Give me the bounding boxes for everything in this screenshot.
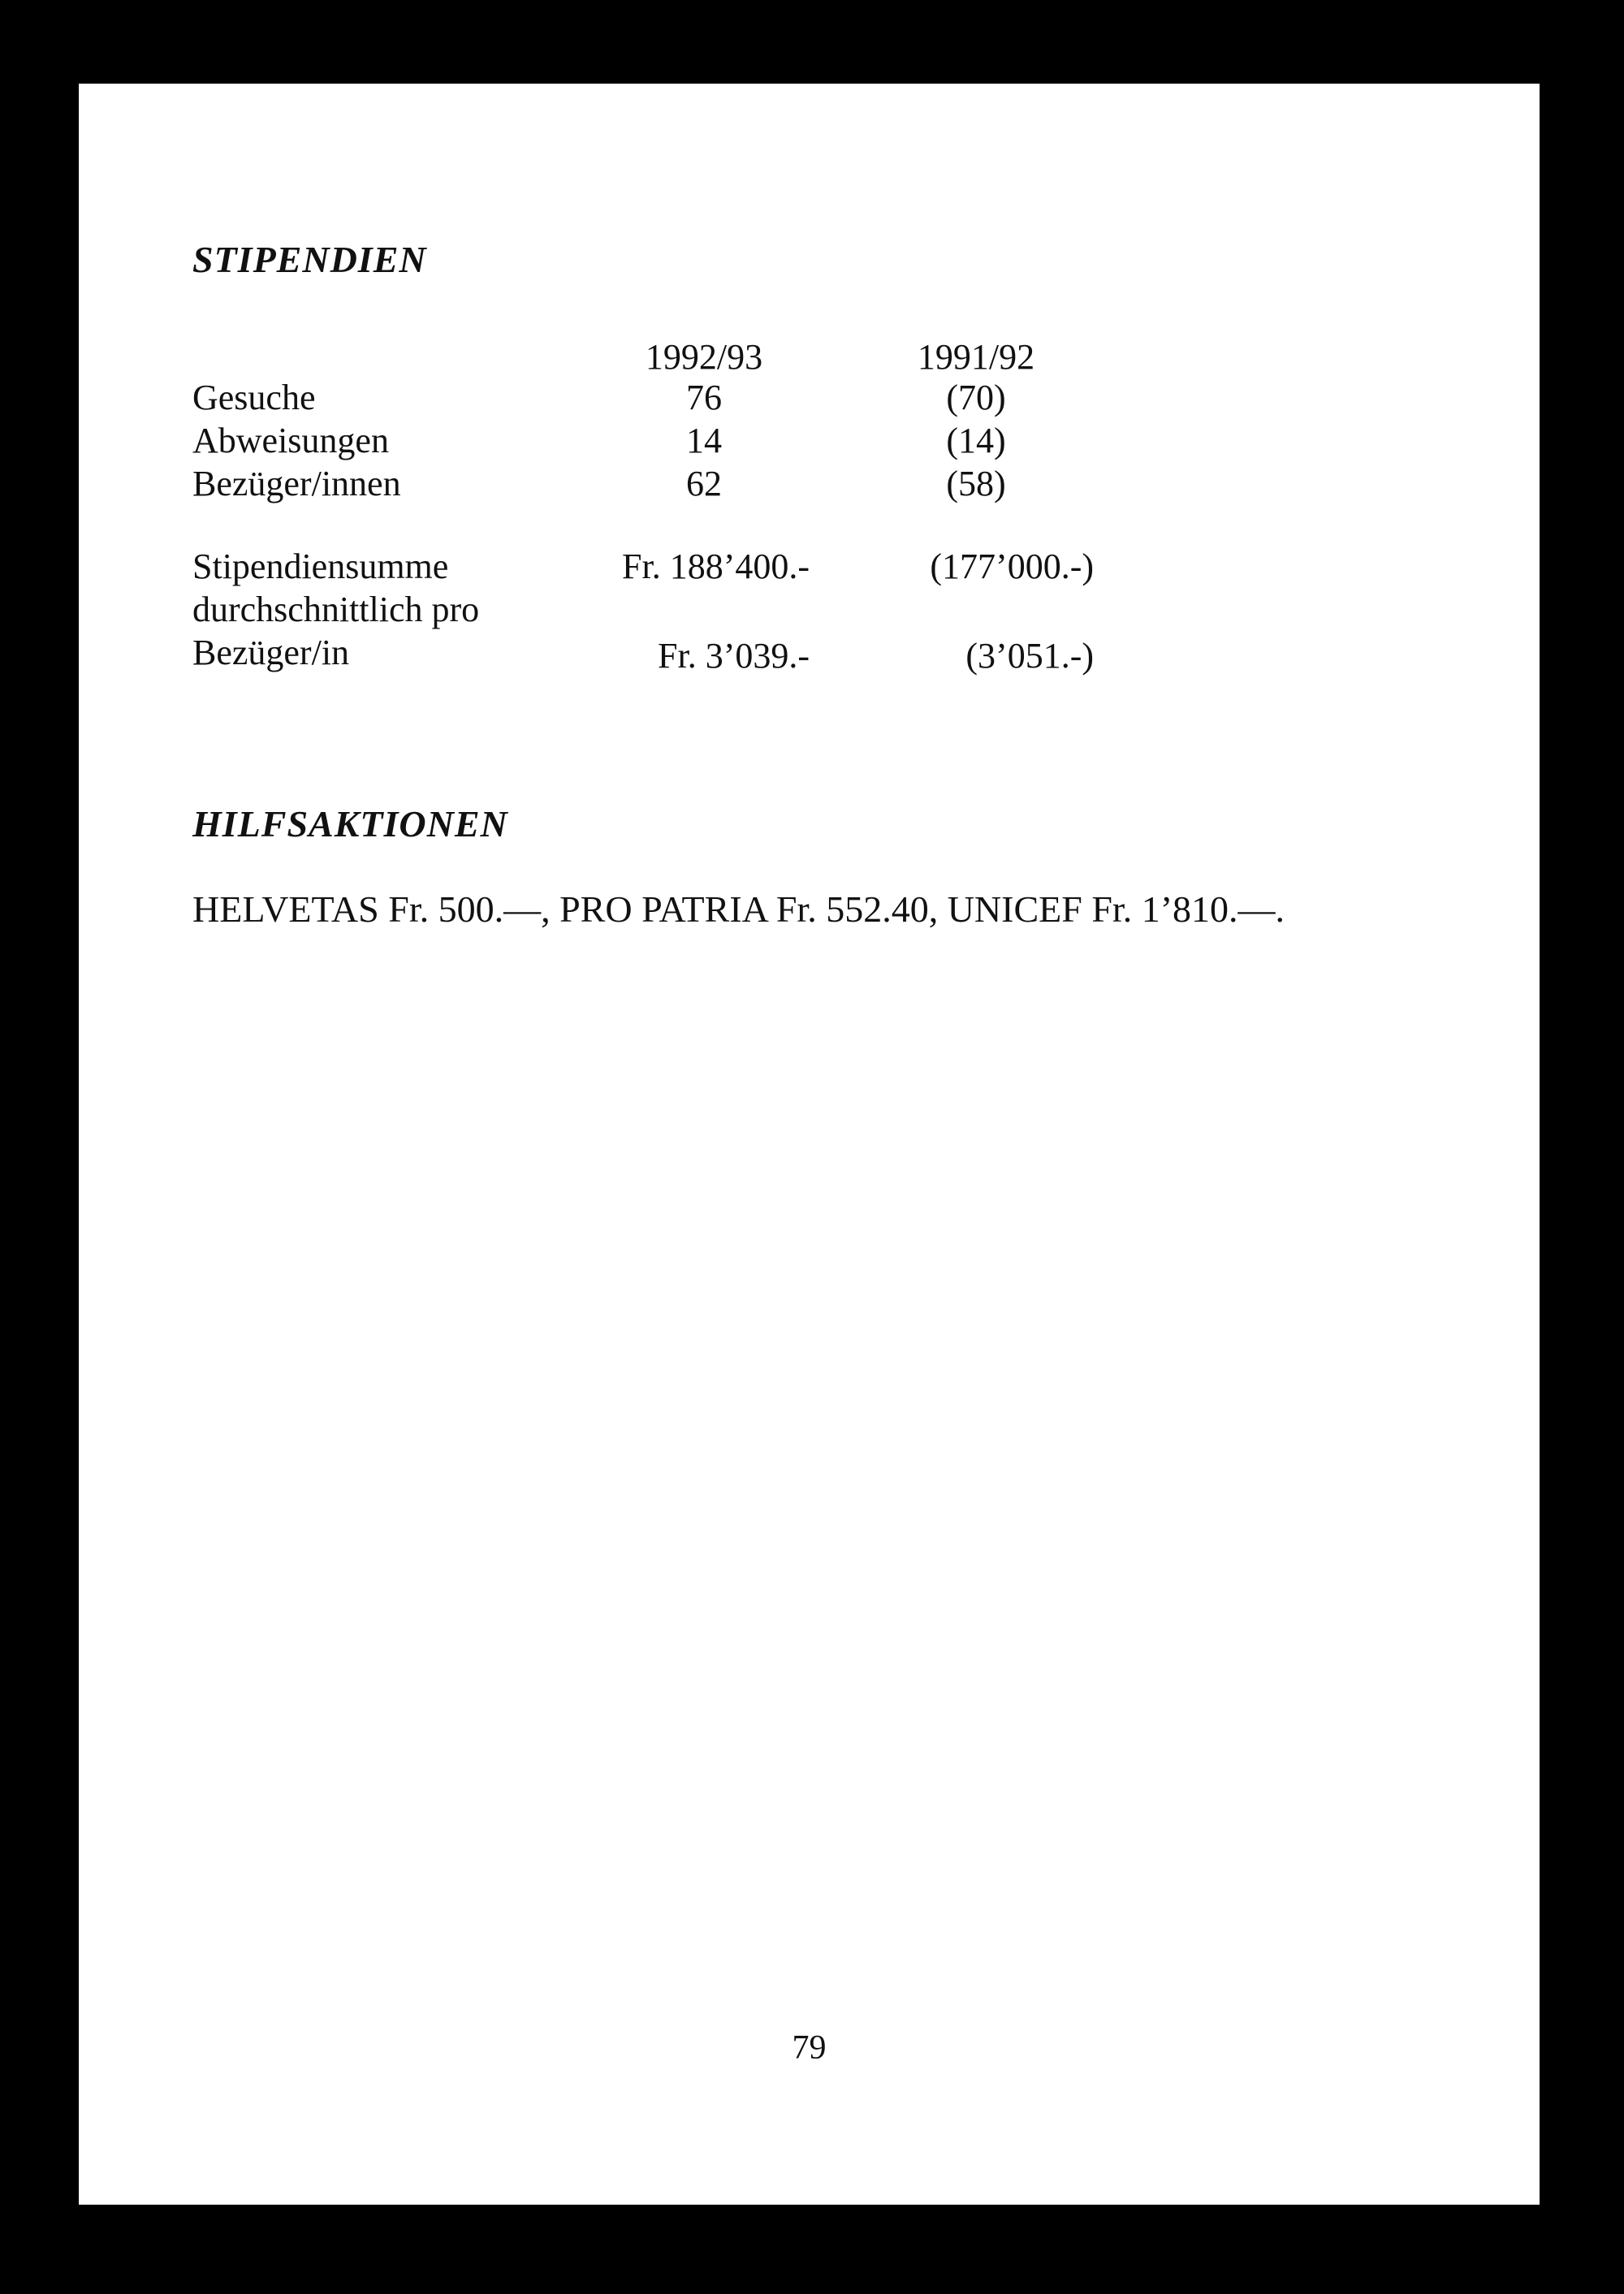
row-label-bezueger-in: Bezüger/in bbox=[192, 633, 350, 672]
section-title-stipendien: STIPENDIEN bbox=[192, 239, 427, 280]
row-label-abweisungen: Abweisungen bbox=[192, 421, 389, 460]
row-label-bezueger-innen: Bezüger/innen bbox=[192, 464, 401, 503]
row-value-previous: (70) bbox=[946, 378, 1006, 417]
row-value-current: 14 bbox=[686, 421, 722, 460]
row-value-previous: (58) bbox=[946, 464, 1006, 503]
row-value-previous: (3’051.-) bbox=[965, 636, 1094, 676]
row-value-previous: (14) bbox=[946, 421, 1006, 460]
page-number: 79 bbox=[792, 2029, 827, 2067]
row-label-stipendiensumme: Stipendiensumme bbox=[192, 546, 449, 586]
row-label-gesuche: Gesuche bbox=[192, 378, 316, 417]
row-value-current: Fr. 3’039.- bbox=[658, 636, 810, 676]
row-value-previous: (177’000.-) bbox=[930, 546, 1094, 586]
column-header-previous: 1991/92 bbox=[917, 337, 1035, 377]
document-page bbox=[79, 84, 1540, 2205]
row-value-current: 76 bbox=[686, 378, 722, 417]
row-label-durchschnittlich: durchschnittlich pro bbox=[192, 590, 480, 629]
column-header-current: 1992/93 bbox=[645, 337, 763, 377]
section-title-hilfsaktionen: HILFSAKTIONEN bbox=[192, 803, 508, 845]
row-value-current: 62 bbox=[686, 464, 722, 503]
donations-text: HELVETAS Fr. 500.—, PRO PATRIA Fr. 552.40, UNICEF Fr. 1’810.—. bbox=[192, 888, 1285, 930]
row-value-current: Fr. 188’400.- bbox=[622, 546, 810, 586]
